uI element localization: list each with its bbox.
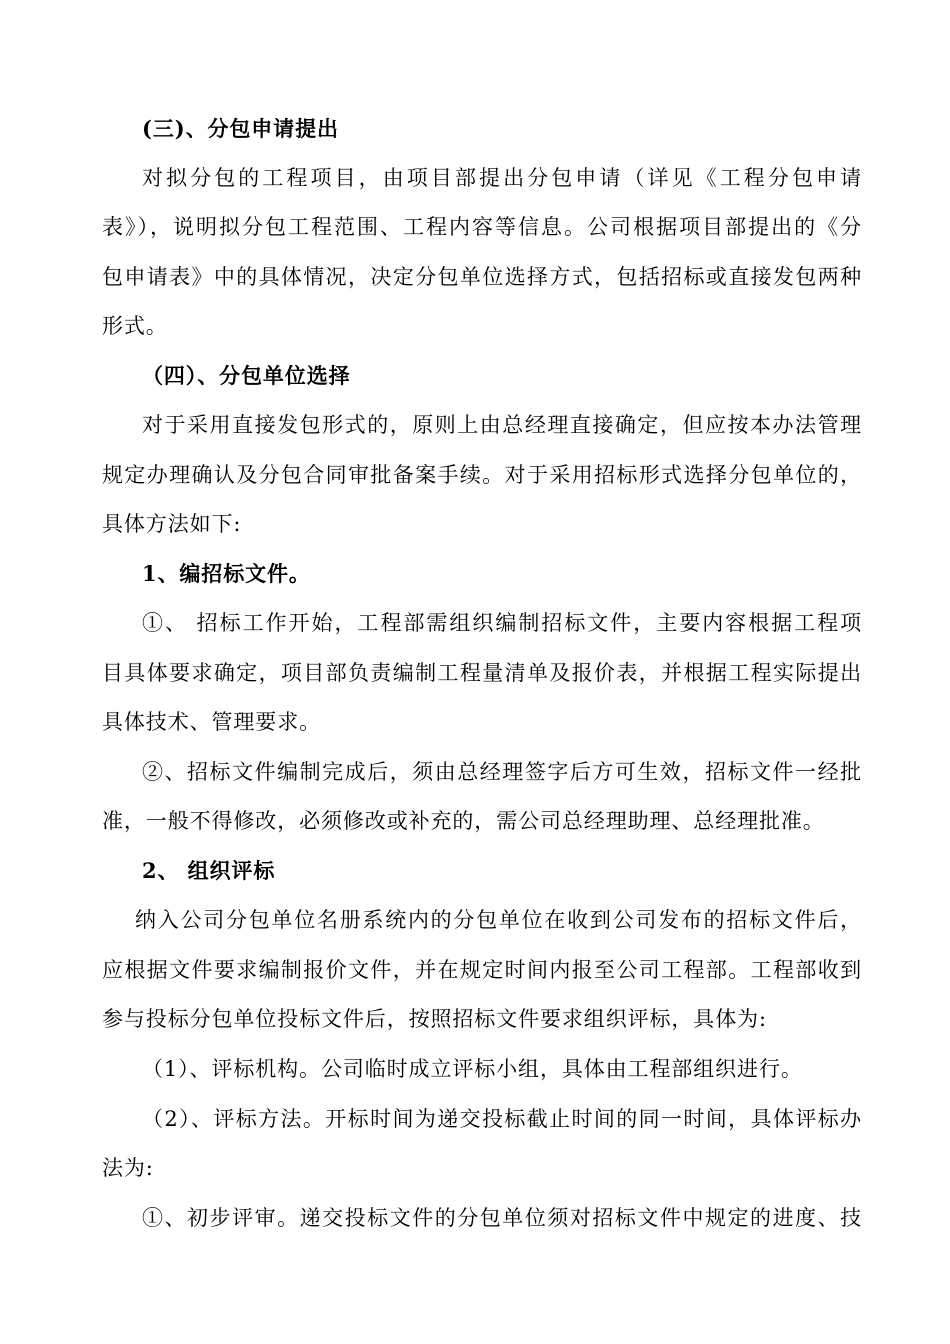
paragraph-line: 表》），说明拟分包工程范围、工程内容等信息。公司根据项目部提出的《分 (102, 215, 862, 239)
paragraph-line: 形式。 (102, 314, 168, 338)
paragraph-line: ②、招标文件编制完成后，须由总经理签字后方可生效，招标文件一经批 (142, 760, 862, 784)
paragraph-line: 目具体要求确定，项目部负责编制工程量清单及报价表，并根据工程实际提出 (102, 661, 862, 685)
paragraph-line: （1）、评标机构。公司临时成立评标小组，具体由工程部组织进行。 (142, 1057, 803, 1081)
paragraph-line: 参与投标分包单位投标文件后，按照招标文件要求组织评标，具体为: (102, 1007, 767, 1031)
section-heading: (三)、分包申请提出 (142, 116, 339, 141)
paragraph-line: 准，一般不得修改，必须修改或补充的，需公司总经理助理、总经理批准。 (102, 809, 825, 833)
paragraph-line: （2）、评标方法。开标时间为递交投标截止时间的同一时间，具体评标办 (142, 1107, 862, 1131)
paragraph-line: 规定办理确认及分包合同审批备案手续。对于采用招标形式选择分包单位的， (102, 463, 862, 487)
paragraph-line: 纳入公司分包单位名册系统内的分包单位在收到公司发布的招标文件后， (135, 908, 862, 932)
section-heading: （四）、分包单位选择 (142, 363, 351, 388)
paragraph-line: 应根据文件要求编制报价文件，并在规定时间内报至公司工程部。工程部收到 (102, 958, 862, 982)
section-heading: 1、编招标文件。 (142, 561, 311, 586)
paragraph-line: 法为: (102, 1156, 154, 1180)
paragraph-line: ①、 招标工作开始，工程部需组织编制招标文件，主要内容根据工程项 (142, 611, 862, 635)
paragraph-line: 对于采用直接发包形式的，原则上由总经理直接确定，但应按本办法管理 (142, 413, 862, 437)
paragraph-line: 具体技术、管理要求。 (102, 710, 321, 734)
section-heading: 2、 组织评标 (142, 858, 276, 883)
paragraph-line: ①、初步评审。递交投标文件的分包单位须对招标文件中规定的进度、技 (142, 1206, 862, 1230)
paragraph-line: 具体方法如下: (102, 512, 242, 536)
paragraph-line: 对拟分包的工程项目，由项目部提出分包申请（详见《工程分包申请 (142, 166, 862, 190)
paragraph-line: 包申请表》中的具体情况，决定分包单位选择方式，包括招标或直接发包两种 (102, 265, 862, 289)
